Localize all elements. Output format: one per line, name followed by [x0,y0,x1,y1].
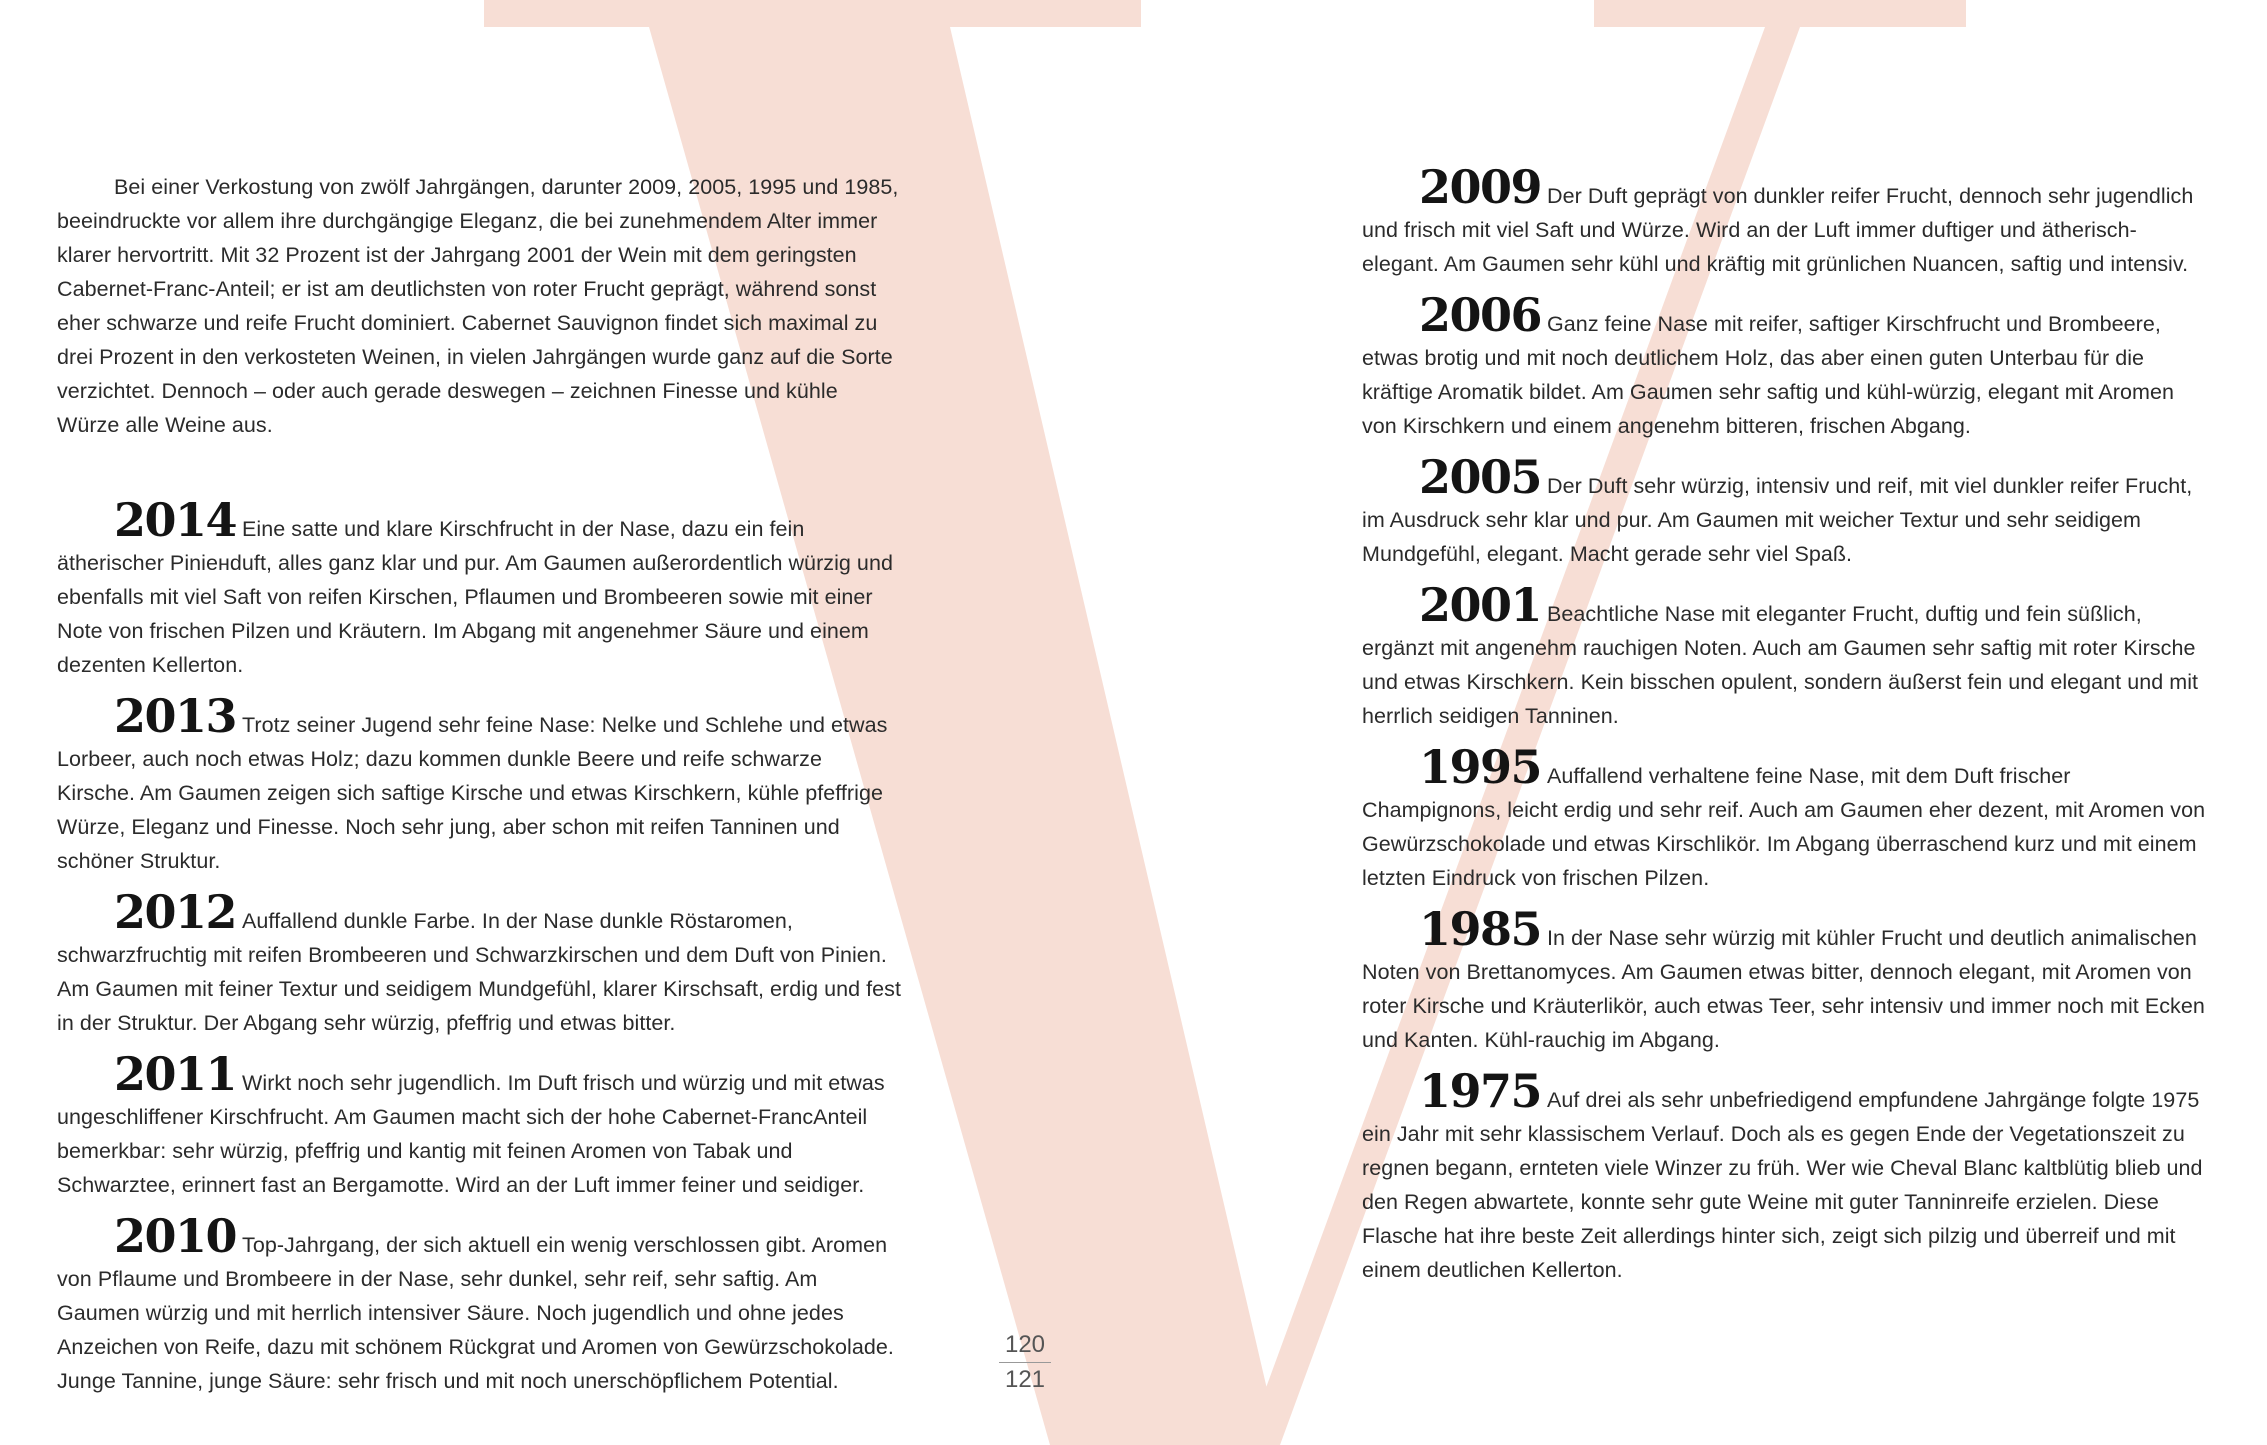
vintage-year: 2012 [114,885,237,939]
vintage-year: 1985 [1419,902,1542,956]
vintage-year: 2009 [1419,160,1542,214]
vintage-year: 2005 [1419,450,1542,504]
tasting-note: Der Duft sehr würzig, intensiv und reif, mit viel dunkler reifer Frucht, im Ausdruck sehr klar und pur. Am Gaumen mit weicher Textur und sehr seidigem Mundgefühl, elegant. Macht gerade sehr viel Spaß. [1362,474,2193,566]
vintage-year: 2013 [114,689,237,743]
vintage-entry [57,493,902,682]
left-vintage-list [57,493,902,1398]
right-vintage-list [1362,160,2212,1287]
tasting-note: Ganz feine Nase mit reifer, saftiger Kirschfrucht und Brombeere, etwas brotig und mit noch deutlichem Holz, das aber einen guten Unterbau für die kräftige Aromatik bildet. Am Gaumen sehr saftig und kühl-würzig, elegant mit Aromen von Kirschkern und einem angenehm bitteren, frischen Abgang. [1362,312,2174,438]
tasting-note: Auffallend dunkle Farbe. In der Nase dunkle Röstaromen, schwarzfruchtig mit reifen Brombeeren und Schwarzkirschen und dem Duft von Pinien. Am Gaumen mit feiner Textur und seidigem Mundgefühl, klarer Kirschsaft, erdig und fest in der Struktur. Der Abgang sehr würzig, pfeffrig und etwas bitter. [57,909,901,1035]
vintage-entry [1362,288,2212,443]
tasting-note: In der Nase sehr würzig mit kühler Frucht und deutlich animalischen Noten von Brettanomyces. Am Gaumen etwas bitter, dennoch elegant, mit Aromen von roter Kirsche und Kräuterlikör, auch etwas Teer, sehr intensiv und immer noch mit Ecken und Kanten. Kühl-rauchig im Abgang. [1362,926,2205,1052]
vintage-entry [57,1209,902,1398]
vintage-entry [57,1047,902,1202]
v-left-serif [484,0,1141,27]
left-page-column [57,170,902,1415]
page-number-left: 120 [1004,1331,1046,1358]
vintage-entry [57,689,902,878]
vintage-year: 1995 [1419,740,1542,794]
vintage-entry [1362,160,2212,281]
vintage-entry [1362,1064,2212,1287]
tasting-note: Der Duft geprägt von dunkler reifer Frucht, dennoch sehr jugendlich und frisch mit viel Saft und Würze. Wird an der Luft immer duftiger und ätherisch-elegant. Am Gaumen sehr kühl und kräftig mit grünlichen Nuancen, saftig und intensiv. [1362,184,2194,276]
vintage-entry [1362,450,2212,571]
right-page-column [1362,160,2212,1304]
tasting-note: Auf drei als sehr unbefriedigend empfundene Jahrgänge folgte 1975 ein Jahr mit sehr klassischem Verlauf. Doch als es gegen Ende der Vegetationszeit zu regnen begann, ernteten viele Winzer zu früh. Wer wie Cheval Blanc kaltblütig blieb und den Regen abwartete, konnte sehr gute Weine mit guter Tanninreife erzielen. Diese Flasche hat ihre beste Zeit allerdings hinter sich, zeigt sich pilzig und überreif und mit einem deutlichen Kellerton. [1362,1088,2203,1282]
tasting-note: Auffallend verhaltene feine Nase, mit dem Duft frischer Champignons, leicht erdig und sehr reif. Auch am Gaumen eher dezent, mit Aromen von Gewürzschokolade und etwas Kirschlikör. Im Abgang überraschend kurz und mit einem letzten Eindruck von frischen Pilzen. [1362,764,2206,890]
tasting-note: Beachtliche Nase mit eleganter Frucht, duftig und fein süßlich, ergänzt mit angenehm rauchigen Noten. Auch am Gaumen sehr saftig mit roter Kirsche und etwas Kirschkern. Kein bisschen opulent, sondern äußerst fein und elegant und mit herrlich seidigen Tanninen. [1362,602,2199,728]
tasting-note: Trotz seiner Jugend sehr feine Nase: Nelke und Schlehe und etwas Lorbeer, auch noch etwas Holz; dazu kommen dunkle Beere und reife schwarze Kirsche. Am Gaumen zeigen sich saftige Kirsche und etwas Kirschkern, kühle pfeffrige Würze, Eleganz und Finesse. Noch sehr jung, aber schon mit reifen Tanninen und schöner Struktur. [57,713,888,873]
vintage-year: 2010 [114,1209,237,1263]
vintage-year: 2014 [114,493,237,547]
page-numbers [995,1328,1055,1397]
vintage-year: 2006 [1419,288,1542,342]
page-number-right: 121 [1004,1366,1046,1393]
vintage-entry [1362,902,2212,1057]
v-right-serif [1594,0,1966,27]
tasting-note: Wirkt noch sehr jugendlich. Im Duft frisch und würzig und mit etwas ungeschliffener Kirschfrucht. Am Gaumen macht sich der hohe Cabernet-FrancAnteil bemerkbar: sehr würzig, pfeffrig und kantig mit feinen Aromen von Tabak und Schwarztee, erinnert fast an Bergamotte. Wird an der Luft immer feiner und seidiger. [57,1071,885,1197]
vintage-year: 2001 [1419,578,1542,632]
tasting-note: Eine satte und klare Kirschfrucht in der Nase, dazu ein fein ätherischer Piniенduft, alles ganz klar und pur. Am Gaumen außerordentlich würzig und ebenfalls mit viel Saft von reifen Kirschen, Pflaumen und Brombeeren sowie mit einer Note von frischen Pilzen und Kräutern. Im Abgang mit angenehmer Säure und einem dezenten Kellerton. [57,517,893,677]
vintage-entry [57,885,902,1040]
tasting-note: Top-Jahrgang, der sich aktuell ein wenig verschlossen gibt. Aromen von Pflaume und Brombeere in der Nase, sehr dunkel, sehr reif, sehr saftig. Am Gaumen würzig und mit herrlich intensiver Säure. Noch jugendlich und ohne jedes Anzeichen von Reife, dazu mit schönem Rückgrat und Aromen von Gewürzschokolade. Junge Tannine, junge Säure: sehr frisch und mit noch unerschöpflichem Potential. [57,1233,894,1393]
vintage-year: 1975 [1419,1064,1542,1118]
vintage-entry [1362,578,2212,733]
intro-paragraph: Bei einer Verkostung von zwölf Jahrgängen, darunter 2009, 2005, 1995 und 1985, beeindruckte vor allem ihre durchgängige Eleganz, die bei zunehmendem Alter immer klarer hervortritt. Mit 32 Prozent ist der Jahrgang 2001 der Wein mit dem geringsten Cabernet-Franc-Anteil; er ist am deutlichsten von roter Frucht geprägt, während sonst eher schwarze und reife Frucht dominiert. Cabernet Sauvignon findet sich maximal zu drei Prozent in den verkosteten Weinen, in vielen Jahrgängen wurde ganz auf die Sorte verzichtet. Dennoch – oder auch gerade deswegen – zeichnen Finesse und kühle Würze alle Weine aus. [57,175,899,437]
vintage-year: 2011 [114,1047,237,1101]
vintage-entry [1362,740,2212,895]
